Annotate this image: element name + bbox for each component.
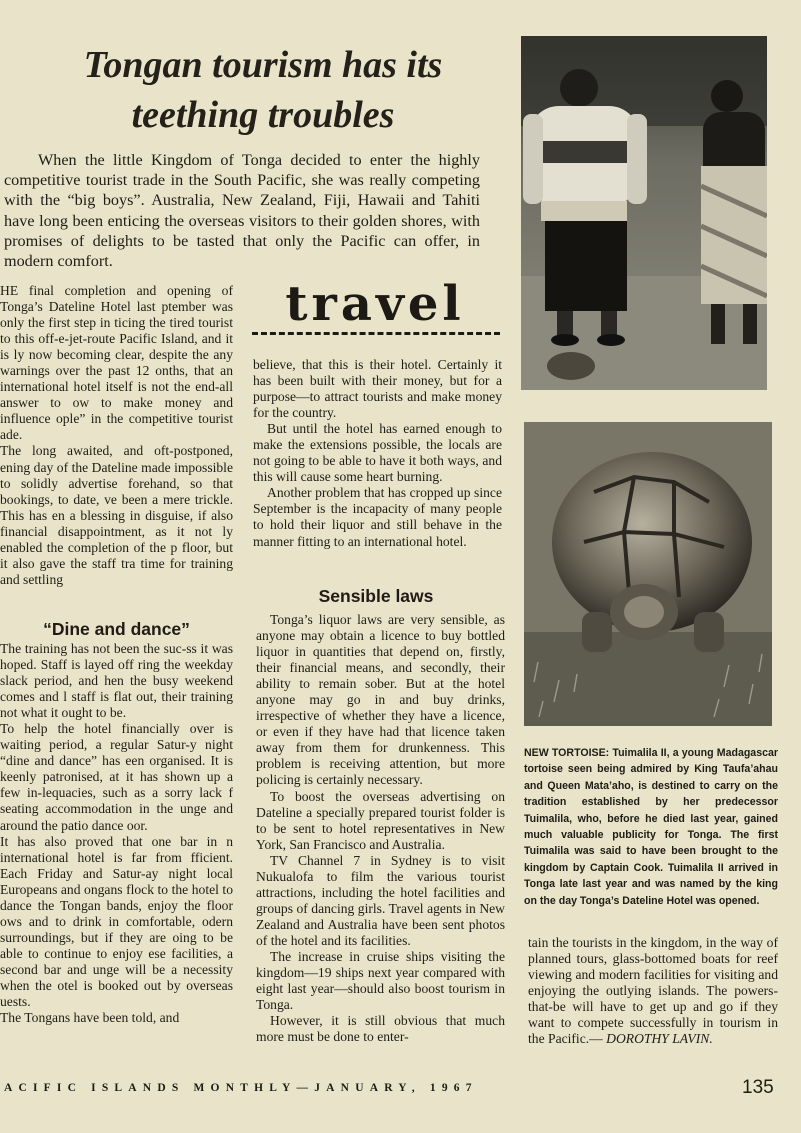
- col1b-paragraph-3: It has also proved that one bar in n international hotel is far from fficient. Each Friday and Satur-ay night local Europeans and ongans flock to the hotel to dance the Tongan bands, enjoy the floor ows and to drink in comfortable, odern surroundings, but if they are oing to be able to continue to enjoy ese facilities, a second bar and unge will be a necessity when the otel is booked out by overseas uests.: [0, 833, 233, 1010]
- col3-text: tain the tourists in the kingdom, in the way of planned tours, glass-bottomed boats for reef viewing and modern facilities for visiting and enjoying the outlying islands. The powers-that-be will have to get up and go if they want to compete successfully in tourism in the Pacific.—: [528, 935, 778, 1047]
- intro-paragraph: When the little Kingdom of Tonga decided to enter the highly competitive tourist trade in the South Pacific, she was really competing with the “big boys”. Australia, New Zealand, Fiji, Hawaii and Tahiti have long been enticing the overseas visitors to their golden shores, with promises of delights to be tasted that only the Pacific can offer, in modern comfort.: [4, 151, 480, 271]
- article-headline: [18, 40, 508, 140]
- author-byline: DOROTHY LAVIN.: [606, 1031, 713, 1047]
- col2-paragraph-2: But until the hotel has earned enough to make the extensions possible, the locals are not going to be able to have it both ways, and this will cause some heart burning.: [253, 421, 502, 485]
- col2b-paragraph-1: Tonga’s liquor laws are very sensible, as anyone may obtain a licence to buy bottled liquor in quantities that depend on, firstly, their financial means, and secondly, their ability to remain sober. But at the hotel anyone may go in and buy drinks, irrespective of whether they have a licence, or even if they have had that licence taken away from them for drunkenness. This problem is receiving attention, but more policing is certainly necessary.: [256, 612, 505, 788]
- col2b-paragraph-2: To boost the overseas advertising on Dateline a specially prepared tourist folder is to be sent to hotel representatives in New York, San Francisco and Australia.: [256, 788, 505, 852]
- column-2-top: [253, 357, 502, 550]
- column-1-top: [0, 283, 233, 588]
- col2b-paragraph-4: The increase in cruise ships visiting the kingdom—19 ships next year compared with eight last year—should also boost tourism in Tonga.: [256, 948, 505, 1013]
- photo-caption: NEW TORTOISE: Tuimalila II, a young Madagascar tortoise seen being admired by King Taufa’ahau and Queen Mata’aho, is destined to carry on the tradition established by her predecessor Tuimalila, who, before he died last year, gained much valuable publicity for Tonga. The first Tuimalila was said to have been brought to the kingdom by Captain Cook. Tuimalila II arrived in Tonga late last year and was named by the king on the day Tonga’s Dateline Hotel was opened.: [524, 747, 778, 907]
- king-queen-photo: [521, 36, 767, 390]
- section-label-travel: travel: [285, 276, 465, 332]
- column-2-bottom: [256, 612, 505, 1045]
- headline-line-1: Tongan tourism has its: [83, 44, 443, 86]
- col1-paragraph-1: HE final completion and opening of Tonga’s Dateline Hotel last ptember was only the first step in ticing the tired tourist to this off-e-jet-route Pacific Island, and it is ly now becoming clear, despite the any warnings over the past 12 onths, that an international hotel itself is not the end-all answer to ow to make money and influence ople” in the competitive tourist ade.: [0, 283, 233, 443]
- col1b-paragraph-2: To help the hotel financially over is waiting period, a regular Satur-y night “dine and dance” has een organised. It is keenly patronised, at it has shown up a few in-lequacies, such as a sorry lack f seating accommodation in the unge and around the patio dance oor.: [0, 721, 233, 833]
- col2-paragraph-1: believe, that this is their hotel. Certainly it has been built with their money, but for a purpose—to attract tourists and make money for the country.: [253, 357, 502, 421]
- subhead-dine-and-dance: “Dine and dance”: [43, 619, 190, 639]
- col2-paragraph-3: Another problem that has cropped up since September is the incapacity of many people to hold their liquor and still behave in the manner fitting to an international hotel.: [253, 485, 502, 549]
- page-number: 135: [742, 1077, 774, 1098]
- column-1-bottom: [0, 641, 233, 1026]
- col1b-paragraph-4: The Tongans have been told, and: [0, 1010, 180, 1026]
- col1b-paragraph-1: The training has not been the suc-ss it was hoped. Staff is layed off ring the weekday slack period, and hen the busy weekend comes and l staff is flat out, their training not what it ought to be.: [0, 641, 233, 721]
- col3-paragraph: [528, 935, 778, 1047]
- footer-masthead: ACIFIC ISLANDS MONTHLY—JANUARY, 1967: [4, 1082, 478, 1094]
- headline-line-2: teething troubles: [131, 94, 395, 136]
- col2b-paragraph-3: TV Channel 7 in Sydney is to visit Nukualofa to film the various tourist attractions, including the hotel facilities and groups of dancing girls. Travel agents in New Zealand and Australia have been sent photos of the hotel and its facilities.: [256, 852, 505, 948]
- section-rule: [252, 332, 500, 335]
- column-3: [528, 935, 778, 1047]
- subhead-sensible-laws: Sensible laws: [318, 586, 434, 606]
- col2b-paragraph-5: However, it is still obvious that much more must be done to enter-: [256, 1013, 505, 1045]
- col1-paragraph-2: The long awaited, and oft-postponed, ening day of the Dateline made impossible to solidly advertise forehand, so that bookings, to date, ve been a mere trickle. This has en a blessing in disguise, if also financial disappointment, as it not ly enabled the completion of the p floor, but it also gave the staff tra time for training and settling: [0, 443, 233, 587]
- tortoise-photo: [524, 422, 772, 726]
